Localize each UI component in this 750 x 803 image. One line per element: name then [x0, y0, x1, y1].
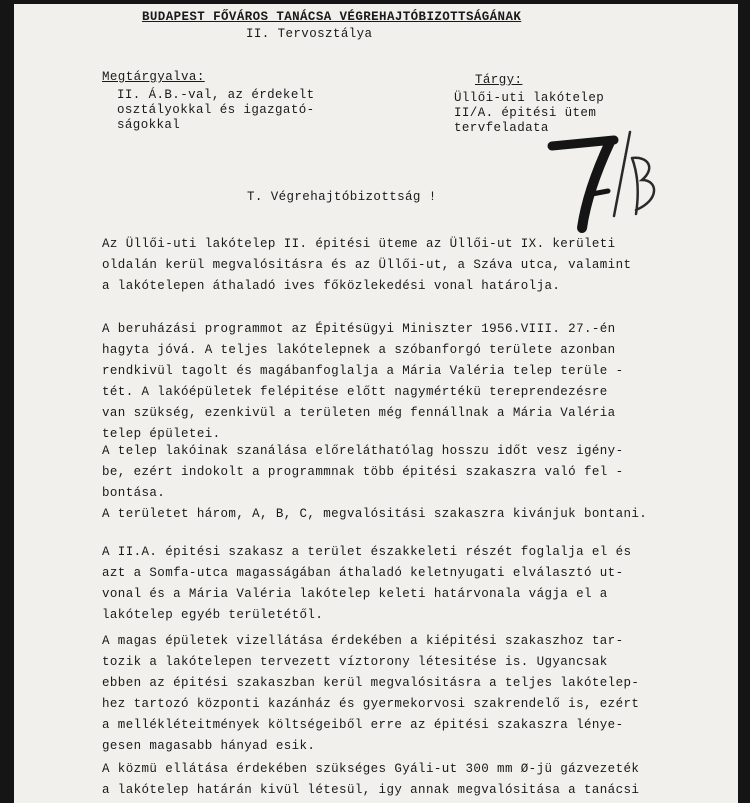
handwritten-mark [544, 124, 664, 244]
subject-line: II/A. épitési ütem [454, 106, 597, 120]
paragraph-line: tozik a lakótelepen tervezett víztorony létesitése is. Ugyancsak [102, 655, 608, 669]
scan-border-left [0, 0, 14, 803]
paragraph-line: lakótelep egyéb területétől. [102, 608, 324, 622]
paragraph-line: A területet három, A, B, C, megvalósitási szakaszra kivánjuk bontani. [102, 507, 648, 521]
paragraph-line: a lakótelep határán kivül létesül, igy annak megvalósitása a tanácsi [102, 783, 640, 797]
paragraph-line: A közmü ellátása érdekében szükséges Gyáli-ut 300 mm Ø-jü gázvezeték [102, 762, 640, 776]
paragraph-line: rendkivül tagolt és magábanfoglalja a Mária Valéria telep terüle - [102, 364, 624, 378]
discussed-label: Megtárgyalva: [102, 70, 205, 84]
salutation: T. Végrehajtóbizottság ! [247, 190, 437, 204]
subject-line: Üllői-uti lakótelep [454, 91, 605, 105]
subject-label: Tárgy: [475, 73, 523, 87]
paragraph-line: Az Üllői-uti lakótelep II. épitési üteme az Üllői-ut IX. kerületi [102, 237, 616, 251]
paragraph-line: telep épületei. [102, 427, 221, 441]
paragraph-line: a lakótelepen áthaladó ives főközlekedési vonal határolja. [102, 279, 561, 293]
paragraph-line: hagyta jóvá. A teljes lakótelepnek a szóbanforgó területe azonban [102, 343, 616, 357]
paragraph-line: azt a Somfa-utca magasságában áthaladó keletnyugati elválasztó ut- [102, 566, 624, 580]
paragraph-line: hez tartozó központi kazánház és gyermekorvosi szakrendelő is, ezért [102, 697, 640, 711]
document-page [14, 4, 738, 803]
paragraph-line: van szükség, ezenkivül a területen még fennállnak a Mária Valéria [102, 406, 616, 420]
discussed-line: II. Á.B.-val, az érdekelt [117, 88, 315, 102]
paragraph-line: ebben az épitési szakaszban kerül megvalósitásra a teljes lakótelep- [102, 676, 640, 690]
paragraph-line: A telep lakóinak szanálása előreláthatólag hosszu időt vesz igény- [102, 444, 624, 458]
paragraph-line: A II.A. épitési szakasz a terület északkeleti részét foglalja el és [102, 545, 632, 559]
discussed-line: osztályokkal és igazgató- [117, 103, 315, 117]
paragraph-line: bontása. [102, 486, 166, 500]
paragraph-line: tét. A lakóépületek felépitése előtt nagymértékü tereprendezésre [102, 385, 608, 399]
paragraph-line: be, ezért indokolt a programmnak több épitési szakaszra való fel - [102, 465, 624, 479]
paragraph-line: a mellékléteitmények költségeiből erre az épitési szakaszra lénye- [102, 718, 624, 732]
subject-line: tervfeladata [454, 121, 549, 135]
scan-border-right [738, 0, 750, 803]
paragraph-line: vonal és a Mária Valéria lakótelep keleti határvonala vágja el a [102, 587, 608, 601]
header-dept: II. Tervosztálya [246, 27, 373, 41]
paragraph-line: A beruházási programmot az Épitésügyi Miniszter 1956.VIII. 27.-én [102, 322, 616, 336]
discussed-line: ságokkal [117, 118, 181, 132]
paragraph-line: gesen magasabb hányad esik. [102, 739, 316, 753]
header-org: BUDAPEST FŐVÁROS TANÁCSA VÉGREHAJTÓBIZOTTSÁGÁNAK [142, 10, 522, 24]
paragraph-line: oldalán kerül megvalósitásra és az Üllői-ut, a Száva utca, valamint [102, 258, 632, 272]
paragraph-line: A magas épületek vizellátása érdekében a kiépitési szakaszhoz tar- [102, 634, 624, 648]
